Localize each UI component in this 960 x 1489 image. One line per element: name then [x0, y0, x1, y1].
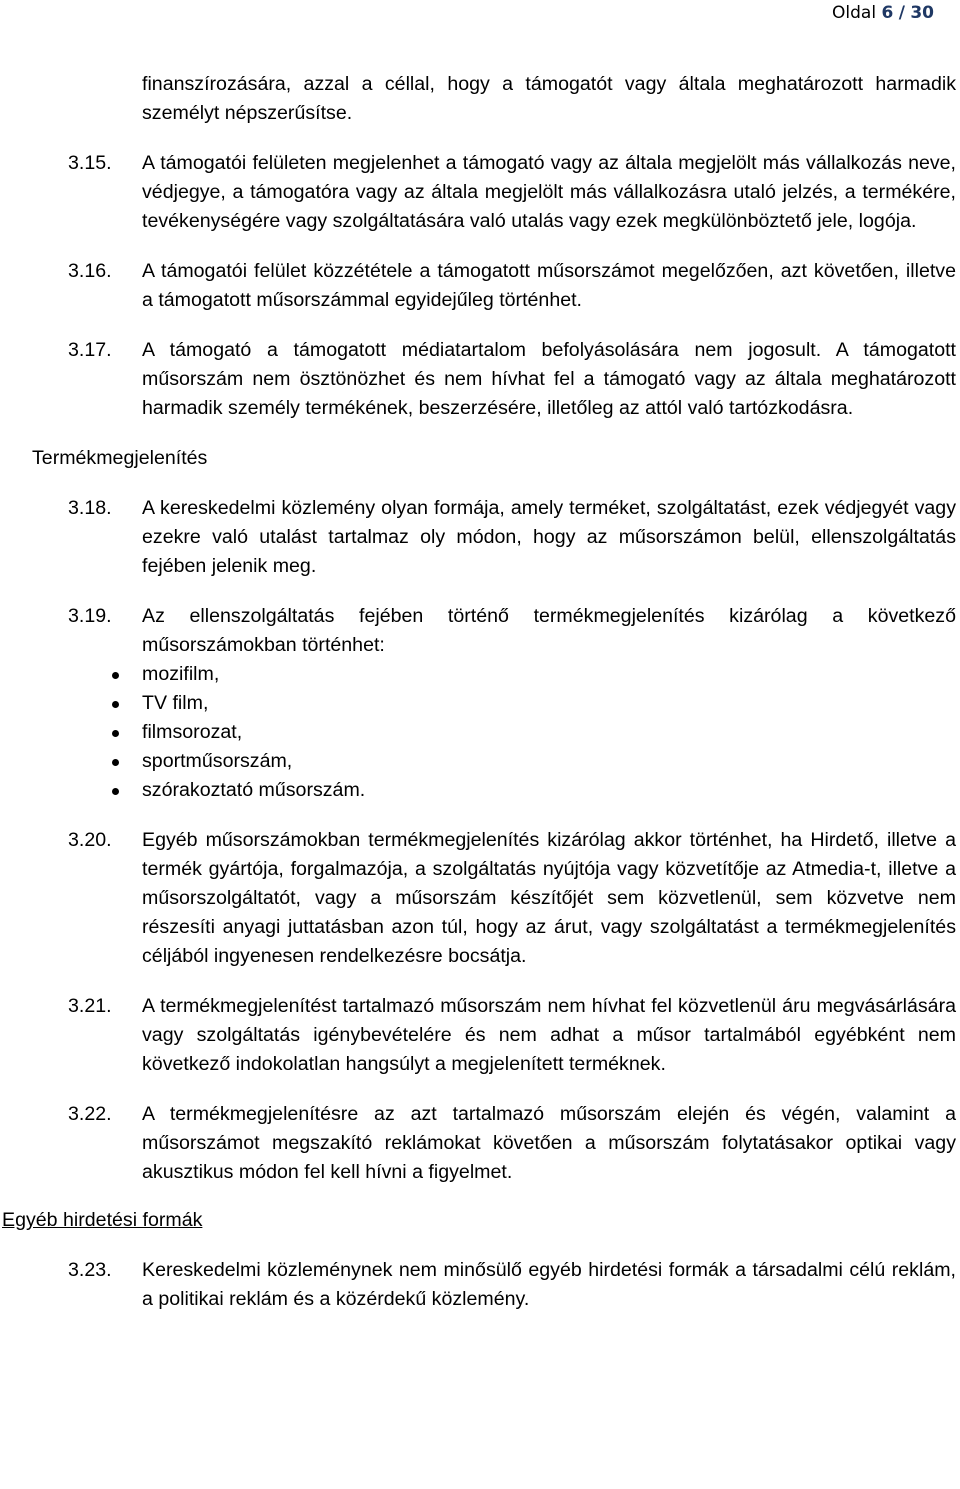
paragraph-text: Kereskedelmi közleménynek nem minősülő egyéb hirdetési formák a társadalmi célú reklám, a politikai reklám és a közérdekű közlemény.	[142, 1259, 956, 1310]
paragraph-number: 3.22.	[68, 1103, 112, 1125]
paragraph-number: 3.18.	[68, 497, 112, 519]
paragraph-3-15	[68, 149, 956, 236]
paragraph-3-22	[68, 1100, 956, 1187]
list-item	[142, 747, 956, 776]
paragraph-text: A támogatói felületen megjelenhet a támogató vagy az általa megjelölt más vállalkozás neve, védjegye, a támogatóra vagy az általa megjelölt más vállalkozásra utaló jelzés, a termékére, tevékenységére vagy szolgáltatására való utalás vagy ezek megkülönböztető jele, logója.	[142, 152, 956, 232]
paragraph-3-17	[68, 336, 956, 423]
bullet-icon	[112, 701, 119, 708]
page-separator: /	[898, 3, 905, 23]
paragraph-number: 3.16.	[68, 260, 112, 282]
paragraph-3-20	[68, 826, 956, 971]
paragraph-text: A támogató a támogatott médiatartalom befolyásolására nem jogosult. A támogatott műsorszám nem ösztönözhet és nem hívhat fel a támogató vagy az általa meghatározott harmadik személy termékének, beszerzésére, illetőleg az attól való tartózkodásra.	[142, 339, 956, 419]
list-item	[142, 689, 956, 718]
paragraph-3-16	[68, 257, 956, 315]
paragraph-text: finanszírozására, azzal a céllal, hogy a támogatót vagy általa meghatározott harmadik személyt népszerűsítse.	[142, 73, 956, 124]
bullet-list	[142, 660, 956, 805]
page-prefix: Oldal	[832, 3, 877, 23]
bullet-icon	[112, 759, 119, 766]
bullet-icon	[112, 730, 119, 737]
paragraph-number: 3.15.	[68, 152, 112, 174]
list-item	[142, 718, 956, 747]
section-heading-egyeb-hirdetesi-formak: Egyéb hirdetési formák	[2, 1209, 203, 1231]
list-item-text: szórakoztató műsorszám.	[142, 779, 366, 801]
paragraph-number: 3.21.	[68, 995, 112, 1017]
list-item-text: mozifilm,	[142, 663, 220, 685]
paragraph-number: 3.23.	[68, 1259, 112, 1281]
paragraph-text: A termékmegjelenítésre az azt tartalmazó műsorszám elején és végén, valamint a műsorszámot megszakító reklámokat követően a műsorszám folytatásakor optikai vagy akusztikus módon fel kell hívni a figyelmet.	[142, 1103, 956, 1183]
paragraph-3-19	[68, 602, 956, 805]
list-item	[142, 776, 956, 805]
paragraph-3-18	[68, 494, 956, 581]
page-number	[832, 2, 934, 24]
paragraph-text: A támogatói felület közzététele a támogatott műsorszámot megelőzően, azt követően, illetve a támogatott műsorszámmal egyidejűleg történhet.	[142, 260, 956, 311]
list-item	[142, 660, 956, 689]
paragraph-3-23	[68, 1256, 956, 1314]
bullet-icon	[112, 788, 119, 795]
paragraph-text: Egyéb műsorszámokban termékmegjelenítés kizárólag akkor történhet, ha Hirdető, illetve a termék gyártója, forgalmazója, a szolgáltatás nyújtója vagy közvetítője az Atmedia-t, illetve a műsorszolgáltatót, vagy a műsorszám készítőjét sem közvetlenül, sem közvetve nem részesíti anyagi juttatásban azon túl, hogy az árut, vagy szolgáltatást a termékmegjelenítés céljából ingyenesen rendelkezésre bocsátja.	[142, 829, 956, 967]
page-total: 30	[910, 3, 934, 23]
list-item-text: TV film,	[142, 692, 209, 714]
section-heading-termekmegjelenites: Termékmegjelenítés	[32, 447, 208, 469]
list-item-text: filmsorozat,	[142, 721, 243, 743]
document-body	[0, 70, 960, 1314]
paragraph-number: 3.20.	[68, 829, 112, 851]
paragraph-number: 3.17.	[68, 339, 112, 361]
page-current: 6	[881, 3, 894, 23]
paragraph-3-21	[68, 992, 956, 1079]
paragraph-text: A kereskedelmi közlemény olyan formája, amely terméket, szolgáltatást, ezek védjegyét vagy ezekre való utalást tartalmaz oly módon, hogy az műsorszámon belül, ellenszolgáltatás fejében jelenik meg.	[142, 497, 956, 577]
paragraph-number: 3.19.	[68, 605, 112, 627]
paragraph-text: A termékmegjelenítést tartalmazó műsorszám nem hívhat fel közvetlenül áru megvásárlására vagy szolgáltatás igénybevételére és nem adhat a műsor tartalmából egyébként nem következő indokolatlan hangsúlyt a megjelenített terméknek.	[142, 995, 956, 1075]
paragraph-intro	[142, 70, 956, 128]
bullet-icon	[112, 672, 119, 679]
paragraph-text: Az ellenszolgáltatás fejében történő termékmegjelenítés kizárólag a következő műsorszámokban történhet:	[142, 605, 956, 656]
list-item-text: sportműsorszám,	[142, 750, 293, 772]
